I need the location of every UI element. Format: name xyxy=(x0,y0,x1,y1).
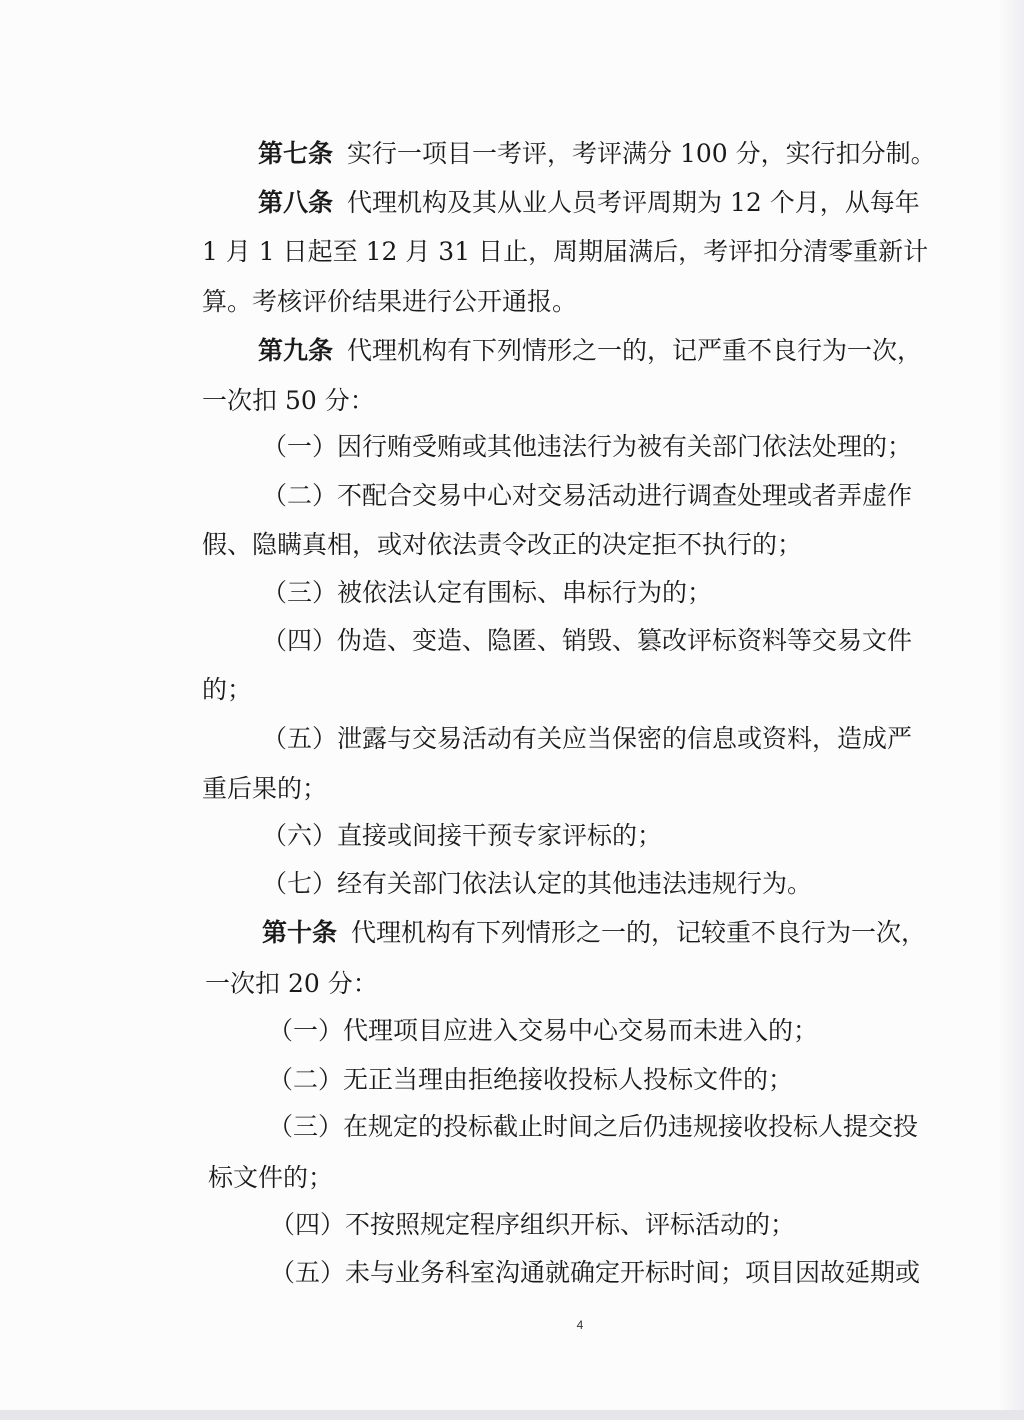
scan-edge-shadow xyxy=(998,0,1024,1420)
article-heading: 第九条 xyxy=(258,336,334,365)
line-text: （四）伪造、变造、隐匿、销毁、篡改评标资料等交易文件 xyxy=(262,626,913,655)
text-line-12 xyxy=(202,675,252,705)
text-line-20 xyxy=(268,1065,793,1095)
line-text: 实行一项目一考评，考评满分 100 分，实行扣分制。 xyxy=(347,139,936,168)
line-text: （五）泄露与交易活动有关应当保密的信息或资料，造成严 xyxy=(262,724,913,753)
line-text: （二）无正当理由拒绝接收投标人投标文件的； xyxy=(268,1065,794,1094)
text-line-5 xyxy=(258,336,922,366)
text-line-22 xyxy=(208,1163,333,1193)
text-line-10 xyxy=(262,578,712,608)
page-number: 4 xyxy=(576,1318,584,1332)
text-line-1 xyxy=(258,139,936,169)
line-text: （三）在规定的投标截止时间之后仍违规接收投标人提交投 xyxy=(268,1112,919,1141)
text-line-16 xyxy=(262,869,812,899)
text-line-6 xyxy=(202,386,375,416)
text-line-14 xyxy=(202,774,327,804)
line-text: （一）因行贿受贿或其他违法行为被有关部门依法处理的； xyxy=(262,432,913,461)
line-text: 1 月 1 日起至 12 月 31 日止，周期届满后，考评扣分清零重新计 xyxy=(202,237,929,266)
text-line-21 xyxy=(268,1112,918,1142)
text-line-3 xyxy=(202,237,928,267)
line-text: 一次扣 50 分： xyxy=(202,386,375,415)
text-line-8 xyxy=(262,481,912,511)
line-text: （四）不按照规定程序组织开标、评标活动的； xyxy=(270,1210,796,1239)
text-line-9 xyxy=(202,530,802,560)
line-text: （五）未与业务科室沟通就确定开标时间；项目因故延期或 xyxy=(270,1258,921,1287)
line-text: （二）不配合交易中心对交易活动进行调查处理或者弄虚作 xyxy=(262,481,913,510)
line-text: （七）经有关部门依法认定的其他违法违规行为。 xyxy=(262,869,813,898)
text-line-24 xyxy=(270,1258,920,1288)
line-text: （三）被依法认定有围标、串标行为的； xyxy=(262,578,713,607)
text-line-17 xyxy=(262,918,926,948)
line-text: 代理机构有下列情形之一的，记较重不良行为一次， xyxy=(351,918,927,947)
text-line-15 xyxy=(262,821,662,851)
line-text: 重后果的； xyxy=(202,774,328,803)
line-text: 的； xyxy=(202,675,253,704)
article-heading: 第十条 xyxy=(262,918,338,947)
text-line-18 xyxy=(205,969,378,999)
line-text: 标文件的； xyxy=(208,1163,334,1192)
line-text: 代理机构有下列情形之一的，记严重不良行为一次， xyxy=(347,336,923,365)
line-text: 代理机构及其从业人员考评周期为 12 个月，从每年 xyxy=(347,188,920,217)
text-line-19 xyxy=(268,1016,818,1046)
line-text: 算。考核评价结果进行公开通报。 xyxy=(202,287,578,316)
line-text: （六）直接或间接干预专家评标的； xyxy=(262,821,663,850)
line-text: 一次扣 20 分： xyxy=(205,969,378,998)
text-line-23 xyxy=(270,1210,795,1240)
text-line-11 xyxy=(262,626,912,656)
article-heading: 第七条 xyxy=(258,139,334,168)
text-line-2 xyxy=(258,188,920,218)
text-line-4 xyxy=(202,287,577,317)
line-text: （一）代理项目应进入交易中心交易而未进入的； xyxy=(268,1016,819,1045)
article-heading: 第八条 xyxy=(258,188,334,217)
line-text: 假、隐瞒真相，或对依法责令改正的决定拒不执行的； xyxy=(202,530,803,559)
text-line-13 xyxy=(262,724,912,754)
text-line-7 xyxy=(262,432,912,462)
